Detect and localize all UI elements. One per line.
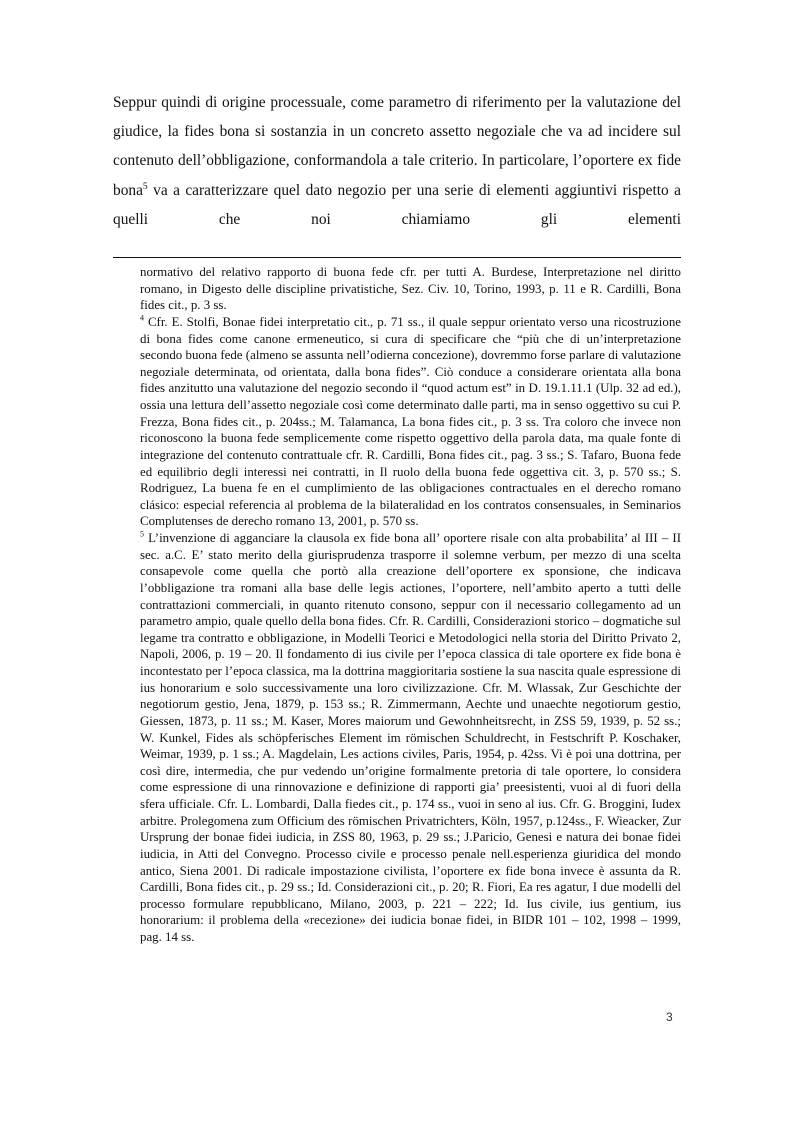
footnote-reference-5[interactable]: 5 xyxy=(142,180,148,192)
footnote-5-text: L’invenzione di agganciare la clausola ex fide bona all’ oportere risale con alta probabilita’ al III – II sec. a.C. E’ stato merito della giurisprudenza trasporre il solemne verbum, per mezzo di una scelta consapevole come quella che portò alla creazione dell’oportere ex sponsione, che indicava l’obbligazione tra romani alla base delle legis actiones, l’oportere, nell’ambito aperto a tutti delle contrattazioni commerciali, in quanto ritenuto consono, seppur con il necessario collegamento ad un parametro ampio, quale quello della bona fides. Cfr. R. Cardilli, Considerazioni storico – dogmatiche sul legame tra contratto e obbligazione, in Modelli Teorici e Metodologici nella storia del Diritto Privato 2, Napoli, 2006, p. 19 – 20. Il fondamento di ius civile per l’epoca classica di tale oportere ex fide bona è incontestato per l’epoca classica, ma la dottrina maggioritaria sostiene la sua nascita quale espressione di ius honorarium e solo successivamente una loro civilizzazione. Cfr. M. Wlassak, Zur Geschichte der negotiorum gestio, Jena, 1879, p. 153 ss.; R. Zimmermann, Aechte und unaechte negotiorum gestio, Giessen, 1873, p. 11 ss.; M. Kaser, Mores maiorum und Gewohnheitsrecht, in ZSS 59, 1939, p. 52 ss.; W. Kunkel, Fides als schöpferisches Element im römischen Schuldrecht, in Festschrift P. Koschaker, Weimar, 1939, p. 1 ss.; A. Magdelain, Les actions civiles, Paris, 1954, p. 42ss. Vi è poi una dottrina, per così dire, intermedia, che pur vedendo un’origine formalmente pretoria di tale oportere, lo considera come espressione di una rinnovazione e definizione di rapporti gia’ preesistenti, vuoi al di fuori della sfera ufficiale. Cfr. L. Lombardi, Dalla fiedes cit., p. 174 ss., vuoi in seno al ius. Cfr. G. Broggini, Iudex arbitre. Prolegomena zum Officium des römischen Privatrichters, Köln, 1957, p.124ss., F. Wieacker, Zur Ursprung der bonae fidei iudicia, in ZSS 80, 1963, p. 29 ss.; J.Paricio, Genesi e natura dei bonae fidei iudicia, in Atti del Convegno. Processo civile e processo penale nell.esperienza giuridica del mondo antico, Siena 2001. Di radicale impostazione civilista, l’oportere ex fide bona invece è assunta da R. Cardilli, Bona fides cit., p. 29 ss.; Id. Considerazioni cit., p. 20; R. Fiori, Ea res agatur, I due modelli del processo formulare repubblicano, Milano, 2003, p. 221 – 222; Id. Ius civile, ius gentium, ius honorarium: il problema della «recezione» dei iudicia bonae fidei, in BIDR 101 – 102, 1998 – 1999, pag. 14 ss. xyxy=(140,531,681,944)
footnote-4 xyxy=(140,314,681,530)
footnote-5-marker: 5 xyxy=(140,529,144,539)
body-text-part-1: Seppur quindi di origine processuale, come parametro di riferimento per la valutazione del giudice, la fides bona si sostanzia in un concreto assetto negoziale che va ad incidere sul contenuto dell’obbligazione, conformandola a tale criterio. In particolare, l’oportere ex fide bona xyxy=(113,94,681,199)
footnotes-section xyxy=(140,264,681,946)
footnote-5 xyxy=(140,530,681,946)
body-text-part-2: va a caratterizzare quel dato negozio per una serie di elementi aggiuntivi rispetto a quelli che noi chiamiamo gli elementi xyxy=(113,181,681,228)
footnote-separator xyxy=(113,257,681,258)
footnote-4-text: Cfr. E. Stolfi, Bonae fidei interpretatio cit., p. 71 ss., il quale seppur orientato verso una ricostruzione di bona fides come canone ermeneutico, si cura di specificare che “più che di un’interpretazione secondo buona fede (almeno se assunta nell’odierna concezione), dovremmo forse parlare di valutazione negoziale determinata, od orientata, dalla bona fides”. Ciò conduce a considerare orientata alla bona fides anzitutto una valutazione del negozio secondo il “quod actum est” in D. 19.1.11.1 (Ulp. 32 ad ed.), ossia una lettura dell’assetto negoziale così come determinato dalle parti, ma in senso oggettivo su cui P. Frezza, Bona fides cit., p. 204ss.; M. Talamanca, La bona fides cit., p. 3 ss. Tra coloro che invece non riconoscono la buona fede semplicemente come rispetto oggettivo della parola data, ma quale fonte di integrazione del contenuto contrattuale cfr. R. Cardilli, Bona fides cit., pag. 3 ss.; S. Tafaro, Buona fede ed equilibrio degli interessi nei contratti, in Il ruolo della buona fede oggettiva cit. 3, p. 570 ss.; S. Rodriguez, La buena fe en el cumplimiento de las obligaciones contractuales en el derecho romano clásico: especial referencia al problema de la bilateralidad en los contratos consensuales, in Seminarios Complutenses de derecho romano 13, 2001, p. 570 ss. xyxy=(140,314,681,529)
body-paragraph xyxy=(113,88,681,234)
footnote-4-marker: 4 xyxy=(140,313,144,323)
footnote-continued: normativo del relativo rapporto di buona fede cfr. per tutti A. Burdese, Interpretazione nel diritto romano, in Digesto delle discipline privatistiche, Sez. Civ. 10, Torino, 1993, p. 11 e R. Cardilli, Bona fides cit., p. 3 ss. xyxy=(140,265,681,313)
page-number: 3 xyxy=(666,1010,673,1024)
